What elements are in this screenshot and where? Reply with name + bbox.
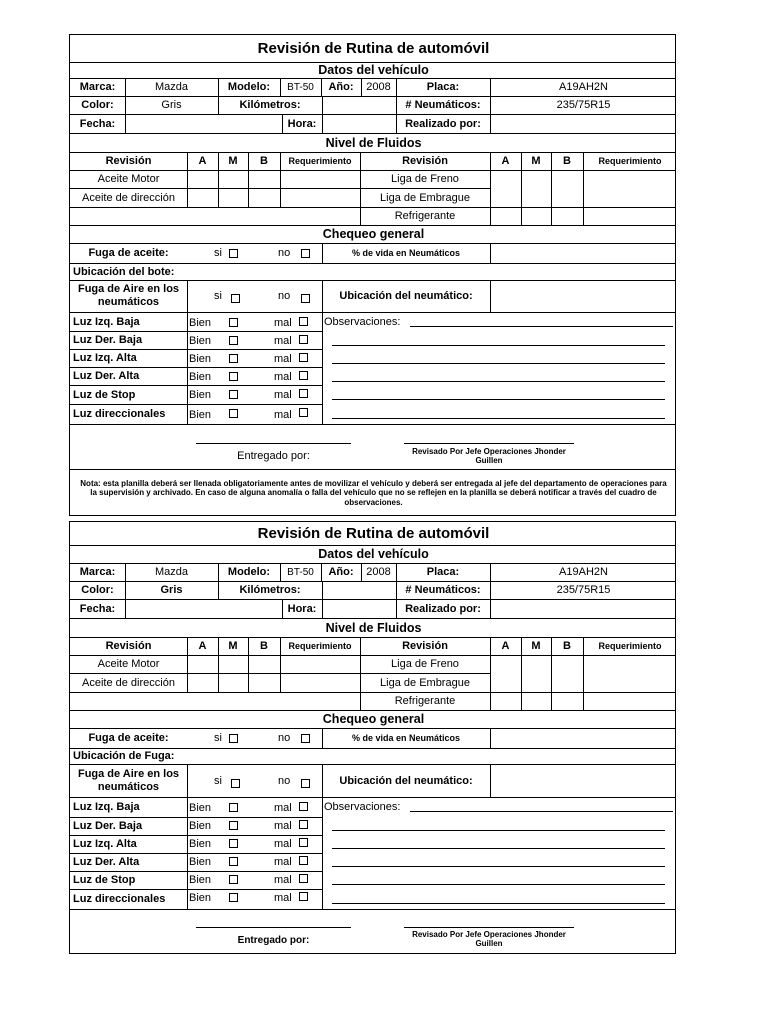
fluids-header-requerimiento-right: Requerimiento: [598, 156, 662, 166]
fluid-liga-freno: Liga de Freno: [391, 173, 459, 185]
signature-line-entregado[interactable]: [196, 927, 351, 928]
label-fuga-aceite: Fuga de aceite:: [88, 247, 169, 259]
checkbox-mal-3[interactable]: [299, 353, 308, 362]
fluids-header-b: B: [260, 640, 268, 652]
fluids-header-requerimiento: Requerimiento: [288, 641, 352, 651]
form-title: Revisión de Rutina de automóvil: [257, 40, 490, 57]
label-luz-direccionales: Luz direccionales: [73, 893, 166, 905]
label-bien-1: Bien: [189, 802, 212, 814]
label-color: Color:: [81, 99, 114, 111]
fluid-refrigerante: Refrigerante: [394, 695, 456, 707]
label-si: si: [214, 732, 222, 744]
label-bien-6: Bien: [189, 892, 212, 904]
checkbox-mal-4[interactable]: [299, 856, 308, 865]
label-anio: Año:: [328, 81, 354, 93]
label-mal-3: mal: [274, 838, 292, 850]
label-si: si: [214, 247, 222, 259]
label-bien-2: Bien: [189, 335, 212, 347]
label-marca: Marca:: [79, 566, 116, 578]
fluid-refrigerante: Refrigerante: [394, 210, 456, 222]
observaciones-line-2[interactable]: [332, 345, 665, 346]
label-mal-3: mal: [274, 353, 292, 365]
checkbox-fuga-aceite-si[interactable]: [229, 249, 238, 258]
label-bien-4: Bien: [189, 856, 212, 868]
label-luz-der-baja: Luz Der. Baja: [73, 334, 143, 346]
label-revisado: Revisado Por Jefe Operaciones Jhonder Guillen: [412, 446, 566, 465]
label-luz-der-alta: Luz Der. Alta: [73, 856, 140, 868]
label-hora: Hora:: [287, 117, 317, 130]
label-neumaticos: # Neumáticos:: [405, 584, 481, 596]
label-mal-5: mal: [274, 389, 292, 401]
value-color: Gris: [161, 99, 182, 111]
label-no: no: [278, 732, 291, 744]
value-placa: A19AH2N: [559, 81, 608, 93]
label-anio: Año:: [328, 566, 354, 578]
fluid-aceite-motor: Aceite Motor: [97, 658, 160, 670]
label-mal-6: mal: [274, 892, 292, 904]
fluid-liga-embrague: Liga de Embrague: [380, 191, 470, 204]
label-bien-5: Bien: [189, 874, 212, 886]
observaciones-line-5[interactable]: [332, 884, 665, 885]
checkbox-bien-4[interactable]: [229, 857, 238, 866]
section-vehicle: Datos del vehículo: [318, 63, 429, 77]
fluids-header-b: B: [260, 155, 268, 167]
label-bien-3: Bien: [189, 838, 212, 850]
checkbox-bien-3[interactable]: [229, 839, 238, 848]
observaciones-line-4[interactable]: [332, 381, 665, 382]
observaciones-line-1[interactable]: [410, 326, 673, 327]
fluids-header-a-right: A: [501, 640, 510, 652]
observaciones-line-6[interactable]: [332, 418, 665, 419]
label-ubicacion-neumatico: Ubicación del neumático:: [339, 774, 473, 787]
label-bien-6: Bien: [189, 409, 212, 421]
label-modelo: Modelo:: [227, 81, 271, 93]
observaciones-line-3[interactable]: [332, 848, 665, 849]
checkbox-bien-2[interactable]: [229, 336, 238, 345]
label-modelo: Modelo:: [227, 566, 271, 578]
label-marca: Marca:: [79, 81, 116, 93]
checkbox-mal-6[interactable]: [299, 892, 308, 901]
form-title: Revisión de Rutina de automóvil: [257, 525, 490, 542]
label-realizado: Realizado por:: [405, 602, 481, 615]
section-general: Chequeo general: [322, 227, 425, 241]
value-color: Gris: [160, 584, 183, 596]
label-luz-izq-alta: Luz Izq. Alta: [73, 352, 137, 364]
label-fuga-aire: Fuga de Aire en los neumáticos: [77, 283, 180, 308]
label-bien-3: Bien: [189, 353, 212, 365]
checkbox-fuga-aceite-si[interactable]: [229, 734, 238, 743]
value-anio: 2008: [366, 81, 391, 93]
checkbox-fuga-aire-no[interactable]: [301, 294, 310, 303]
observaciones-line-5[interactable]: [332, 399, 665, 400]
label-luz-direccionales: Luz direccionales: [73, 408, 166, 420]
value-marca: Mazda: [154, 566, 189, 578]
label-mal-6: mal: [274, 409, 292, 421]
label-mal-1: mal: [274, 802, 292, 814]
label-mal-2: mal: [274, 820, 292, 832]
fluid-aceite-direccion: Aceite de dirección: [82, 676, 175, 689]
label-vida-neumaticos: % de vida en Neumáticos: [351, 248, 461, 258]
value-anio: 2008: [366, 566, 391, 578]
label-luz-izq-baja: Luz Izq. Baja: [73, 801, 140, 813]
checkbox-mal-1[interactable]: [299, 802, 308, 811]
signature-line-entregado[interactable]: [196, 443, 351, 444]
observaciones-line-6[interactable]: [332, 903, 665, 904]
label-ubicacion-fuga: Ubicación de Fuga:: [73, 750, 175, 762]
label-placa: Placa:: [426, 81, 460, 93]
label-neumaticos: # Neumáticos:: [405, 99, 481, 111]
label-no-aire: no: [278, 774, 291, 787]
value-placa: A19AH2N: [559, 566, 608, 578]
label-si-aire: si: [214, 774, 222, 787]
fluids-header-revision: Revisión: [105, 155, 152, 167]
checkbox-bien-1[interactable]: [229, 803, 238, 812]
section-fluids: Nivel de Fluidos: [325, 620, 422, 635]
checkbox-bien-6[interactable]: [229, 893, 238, 902]
checkbox-mal-5[interactable]: [299, 389, 308, 398]
label-kilometros: Kilómetros:: [239, 584, 301, 596]
label-entregado: Entregado por:: [237, 450, 310, 462]
label-luz-izq-alta: Luz Izq. Alta: [73, 838, 137, 850]
checkbox-mal-6[interactable]: [299, 408, 308, 417]
label-ubicacion-bote: Ubicación del bote:: [73, 265, 175, 278]
checkbox-mal-2[interactable]: [299, 335, 308, 344]
label-bien-1: Bien: [189, 317, 212, 329]
checkbox-bien-6[interactable]: [229, 409, 238, 418]
checkbox-bien-1[interactable]: [229, 318, 238, 327]
checkbox-bien-2[interactable]: [229, 821, 238, 830]
label-ubicacion-neumatico: Ubicación del neumático:: [339, 290, 473, 302]
label-mal-2: mal: [274, 335, 292, 347]
fluids-header-m-right: M: [531, 155, 541, 167]
fluids-header-revision: Revisión: [105, 640, 152, 652]
fluids-header-m-right: M: [531, 640, 541, 652]
label-mal-1: mal: [274, 317, 292, 329]
nota-text: Nota: esta planilla deberá ser llenada obligatoriamente antes de movilizar el vehículo y deberá ser entregada al jefe del departamento de operaciones para la supervisión y archivado. En caso de alguna anomalía o falla del vehículo que no se reflejen en la planilla se deberá notificar a través del cuadro de observaciones.: [80, 478, 667, 507]
label-fuga-aceite: Fuga de aceite:: [88, 732, 169, 744]
fluids-header-requerimiento: Requerimiento: [288, 156, 352, 166]
label-fecha: Fecha:: [79, 117, 116, 130]
label-mal-5: mal: [274, 874, 292, 886]
fluid-liga-embrague: Liga de Embrague: [380, 676, 470, 689]
checkbox-mal-5[interactable]: [299, 874, 308, 883]
fluids-header-a-right: A: [501, 155, 510, 167]
label-observaciones: Observaciones:: [324, 316, 401, 328]
label-vida-neumaticos: % de vida en Neumáticos: [351, 733, 461, 743]
label-mal-4: mal: [274, 856, 292, 868]
value-neumaticos: 235/75R15: [556, 584, 611, 596]
observaciones-line-4[interactable]: [332, 866, 665, 867]
label-hora: Hora:: [287, 602, 317, 615]
label-no: no: [278, 247, 291, 259]
checkbox-fuga-aceite-no[interactable]: [301, 734, 310, 743]
label-kilometros: Kilómetros:: [239, 99, 301, 111]
fluids-header-a: A: [198, 640, 207, 652]
observaciones-line-1[interactable]: [410, 811, 673, 812]
section-general: Chequeo general: [322, 712, 425, 726]
label-si-aire: si: [214, 290, 222, 302]
checkbox-mal-3[interactable]: [299, 838, 308, 847]
label-placa: Placa:: [426, 566, 460, 578]
fluids-header-b-right: B: [563, 640, 571, 652]
section-fluids: Nivel de Fluidos: [325, 135, 422, 150]
label-revisado: Revisado Por Jefe Operaciones Jhonder Guillen: [412, 929, 566, 948]
label-entregado: Entregado por:: [237, 934, 310, 946]
label-no-aire: no: [278, 290, 291, 302]
fluids-header-revision-right: Revisión: [402, 640, 448, 652]
checkbox-mal-2[interactable]: [299, 820, 308, 829]
label-fuga-aire: Fuga de Aire en los neumáticos: [77, 767, 180, 793]
fluid-liga-freno: Liga de Freno: [391, 658, 459, 670]
fluids-header-m: M: [228, 640, 238, 652]
value-marca: Mazda: [154, 81, 189, 93]
section-vehicle: Datos del vehículo: [318, 547, 429, 561]
value-modelo: BT-50: [287, 81, 314, 93]
label-mal-4: mal: [274, 371, 292, 383]
checkbox-fuga-aceite-no[interactable]: [301, 249, 310, 258]
checkbox-bien-4[interactable]: [229, 372, 238, 381]
routine-check-form-2: [69, 521, 676, 954]
checkbox-bien-5[interactable]: [229, 390, 238, 399]
value-neumaticos: 235/75R15: [556, 99, 611, 111]
label-luz-izq-baja: Luz Izq. Baja: [73, 315, 140, 328]
fluid-aceite-motor: Aceite Motor: [97, 173, 160, 185]
checkbox-bien-3[interactable]: [229, 354, 238, 363]
label-realizado: Realizado por:: [405, 117, 481, 130]
checkbox-mal-4[interactable]: [299, 371, 308, 380]
value-modelo: BT-50: [287, 566, 314, 578]
checkbox-bien-5[interactable]: [229, 875, 238, 884]
fluids-header-revision-right: Revisión: [402, 155, 448, 167]
fluids-header-a: A: [198, 155, 207, 167]
signature-line-revisado[interactable]: [404, 443, 574, 444]
label-bien-2: Bien: [189, 820, 212, 832]
checkbox-mal-1[interactable]: [299, 317, 308, 326]
label-observaciones: Observaciones:: [324, 801, 401, 813]
observaciones-line-3[interactable]: [332, 363, 665, 364]
label-luz-der-baja: Luz Der. Baja: [73, 820, 143, 832]
label-bien-4: Bien: [189, 371, 212, 383]
routine-check-form-1: [69, 34, 676, 516]
fluids-header-b-right: B: [563, 155, 571, 167]
label-luz-der-alta: Luz Der. Alta: [73, 370, 140, 382]
observaciones-line-2[interactable]: [332, 830, 665, 831]
checkbox-fuga-aire-si[interactable]: [231, 779, 240, 788]
label-bien-5: Bien: [189, 389, 212, 401]
checkbox-fuga-aire-no[interactable]: [301, 779, 310, 788]
fluids-header-m: M: [228, 155, 238, 167]
fluids-header-requerimiento-right: Requerimiento: [598, 641, 662, 651]
label-luz-stop: Luz de Stop: [73, 874, 136, 886]
label-luz-stop: Luz de Stop: [73, 388, 136, 401]
label-fecha: Fecha:: [79, 602, 116, 615]
fluid-aceite-direccion: Aceite de dirección: [82, 191, 175, 204]
checkbox-fuga-aire-si[interactable]: [231, 294, 240, 303]
label-color: Color:: [81, 584, 114, 596]
